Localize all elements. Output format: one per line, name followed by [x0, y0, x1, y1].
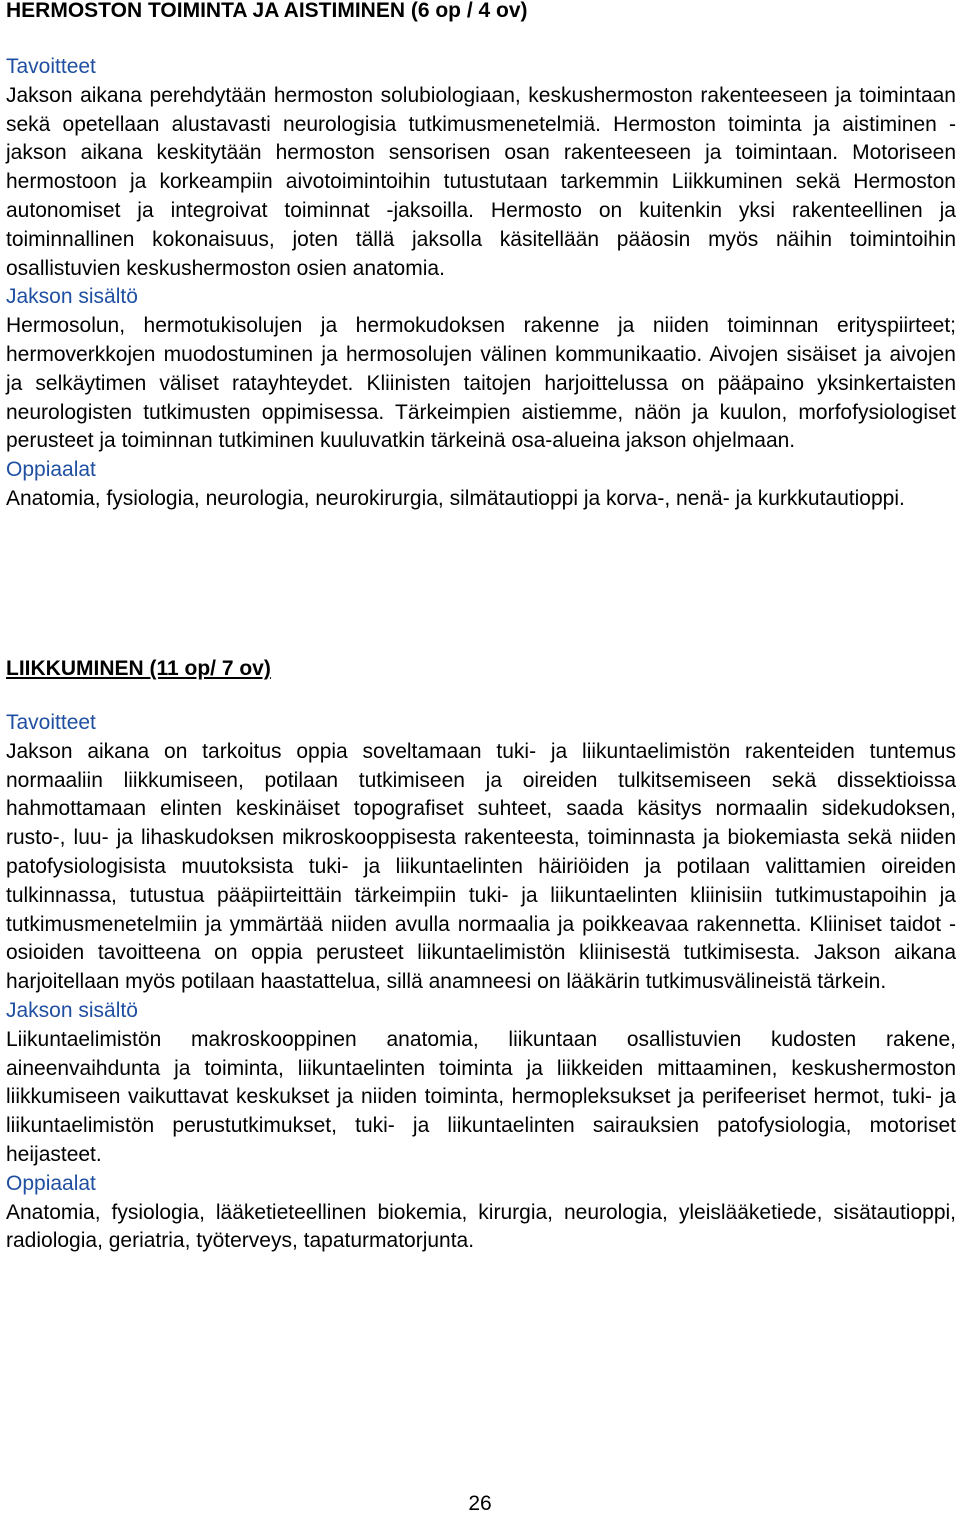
section-body-hermosto: [6, 53, 956, 514]
subjects-text: Anatomia, fysiologia, lääketieteellinen biokemia, kirurgia, neurologia, yleislääketiede, sisätautioppi, radiologia, geriatria, työterveys, tapaturmatorjunta.: [6, 1200, 956, 1253]
section-title-liikkuminen: LIIKKUMINEN (11 op/ 7 ov): [6, 657, 271, 680]
content-text: Liikuntaelimistön makroskooppinen anatomia, liikuntaan osallistuvien kudosten rakene, aineenvaihdunta ja toiminta, liikuntaelinten toiminta ja liikkeiden mittaaminen, keskushermoston liikkumiseen vaikuttavat keskukset ja niiden toiminta, hermopleksukset ja perifeeriset hermot, tuki- ja liikuntaelimistön perustutkimukset, tuki- ja liikuntaelinten sairauksien patofysiologia, motoriset heijasteet.: [6, 1027, 956, 1166]
goals-heading: Tavoitteet: [6, 711, 96, 734]
page-number: 26: [468, 1492, 492, 1515]
content-heading: Jakson sisältö: [6, 998, 138, 1022]
goals-heading: Tavoitteet: [6, 55, 96, 78]
section-title-hermosto: HERMOSTON TOIMINTA JA AISTIMINEN (6 op / 4 ov): [6, 0, 528, 22]
subjects-text: Anatomia, fysiologia, neurologia, neurokirurgia, silmätautioppi ja korva-, nenä- ja kurkkutautioppi.: [6, 486, 905, 510]
goals-text: Jakson aikana perehdytään hermoston solubiologiaan, keskushermoston rakenteeseen ja toimintaan sekä opetellaan alustavasti neurologisia tutkimusmenetelmiä. Hermoston toiminta ja aistiminen -jakson aikana keskitytään hermoston sensorisen osan rakenteeseen ja toimintaan. Motoriseen hermostoon ja korkeampiin aivotoimintoihin tutustutaan tarkemmin Liikkuminen sekä Hermoston autonomiset ja integroivat toiminnat -jaksoilla. Hermosto on kuitenkin yksi rakenteellinen ja toiminnallinen kokonaisuus, joten tällä jaksolla käsitellään pääosin myös näihin toimintoihin osallistuvien keskushermoston osien anatomia.: [6, 83, 956, 280]
subjects-heading: Oppiaalat: [6, 458, 96, 482]
section-body-liikkuminen: [6, 709, 956, 1256]
content-heading: Jakson sisältö: [6, 285, 138, 309]
goals-text: Jakson aikana on tarkoitus oppia soveltamaan tuki- ja liikuntaelimistön rakenteiden tuntemus normaaliin liikkumiseen, potilaan tutkimiseen ja oireiden tulkitsemiseen sekä dissektioissa hahmottamaan elinten keskinäiset topografiset suhteet, saada käsitys normaalin sidekudoksen, rusto-, luu- ja lihaskudoksen mikroskooppisesta rakenteesta, toiminnasta ja biokemiasta sekä niiden patofysiologisista muutoksista tuki- ja liikuntaelinten häiriöiden ja potilaan valittamien oireiden tulkinnassa, tutustua pääpiirteittäin tärkeimpiin tuki- ja liikuntaelinten kliinisiin tutkimustapoihin ja tutkimusmenetelmiin ja ymmärtää niiden avulla normaalia ja poikkeavaa rakennetta. Kliiniset taidot -osioiden tavoitteena on oppia perusteet liikuntaelimistön kliinisestä tutkimisesta. Jakson aikana harjoitellaan myös potilaan haastattelua, sillä anamneesi on lääkärin tutkimusvälineistä tärkein.: [6, 739, 956, 994]
subjects-heading: Oppiaalat: [6, 1171, 96, 1195]
content-text: Hermosolun, hermotukisolujen ja hermokudoksen rakenne ja niiden toiminnan erityspiirteet; hermoverkkojen muodostuminen ja hermosolujen välinen kommunikaatio. Aivojen sisäiset ja aivojen ja selkäytimen väliset ratayhteydet. Kliinisten taitojen harjoittelussa on pääpaino yksinkertaisten neurologisten tutkimusten oppimisessa. Tärkeimpien aistiemme, näön ja kuulon, morfofysiologiset perusteet ja toiminnan tutkiminen kuuluvatkin tärkeinä osa-alueina jakson ohjelmaan.: [6, 314, 956, 453]
